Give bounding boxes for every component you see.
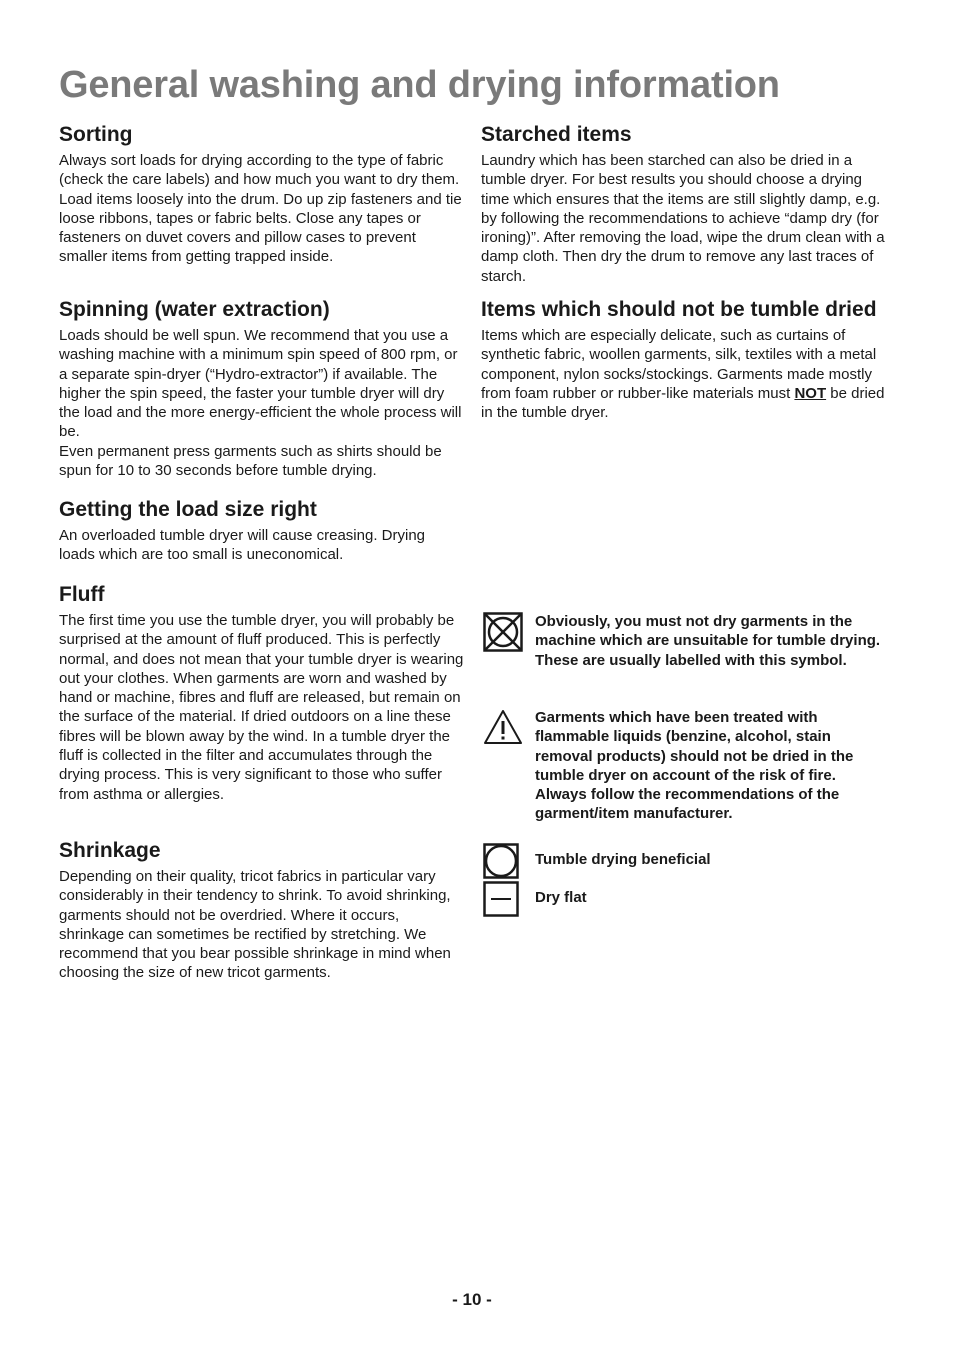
section-starched [481,122,885,297]
heading-load-size: Getting the load size right [59,498,317,521]
warning-triangle-icon [483,708,523,751]
symbol-text-warning: Garments which have been treated with flammable liquids (benzine, alcohol, stain removal products) should not be dried in the tumble dryer on account of the risk of fire. Always follow the recommendations of the garment/item manufacturer. [535,709,854,823]
tumble-dry-icon [483,843,523,884]
page-title: General washing and drying information [59,64,780,106]
symbol-row-tumble-dry [481,843,885,881]
section-shrinkage [59,838,465,983]
text-load-size: An overloaded tumble dryer will cause creasing. Drying loads which are too small is uneconomical. [59,527,426,564]
do-not-tumble-dry-icon [483,612,523,657]
heading-sorting: Sorting [59,123,133,146]
text-not-emphasis: NOT [794,384,827,402]
symbol-row-warning [481,708,885,843]
section-spinning [59,297,465,497]
section-not-tumble-dried [481,297,885,612]
text-shrinkage: Depending on their quality, tricot fabrics in particular vary considerably in their tendency to shrink. To avoid shrinking, garments should not be overdried. Where it occurs, shrinkage can sometimes be rectified by stretching. We recommend that you bear possible shrinkage in mind when choosing the size of new tricot garments. [59,868,451,982]
symbol-row-dry-flat [481,881,885,919]
heading-shrinkage: Shrinkage [59,839,161,862]
text-starched: Laundry which has been starched can also be dried in a tumble dryer. For best results you should choose a drying time which ensures that the items are still slightly damp, e.g. by following the recommendations to achieve “damp dry (for ironing)”. After removing the load, wipe the drum clean with a damp cloth. Then dry the drum to remove any last traces of starch. [481,152,885,285]
symbol-row-do-not-tumble [481,612,885,708]
dry-flat-icon [483,881,523,922]
heading-starched: Starched items [481,123,632,146]
symbol-text-tumble-dry: Tumble drying beneficial [535,851,711,868]
text-not-tumble-after: be dried in the tumble dryer. [481,384,885,422]
heading-fluff: Fluff [59,583,105,606]
section-fluff [59,582,465,838]
right-column [481,122,885,919]
heading-not-tumble-dried: Items which should not be tumble dried [481,298,877,321]
heading-spinning: Spinning (water extraction) [59,298,330,321]
text-fluff: The first time you use the tumble dryer, you will probably be surprised at the amount of fluff produced. This is perfectly normal, and does not mean that your tumble dryer is wearing out your clothes. When garments are worn and washed by hand or machine, fibres and fluff are released, but remain on the surface of the material. If dried outdoors on a line these fibres will be blown away by the wind. In a tumble dryer the fluff is collected in the filter and accumulates through the drying process. This is very significant to those who suffer from asthma or allergies. [59,612,464,803]
symbol-text-do-not-tumble: Obviously, you must not dry garments in the machine which are unsuitable for tumble drying. These are usually labelled with this symbol. [535,613,881,669]
text-sorting: Always sort loads for drying according to the type of fabric (check the care labels) and how much you want to dry them. Load items loosely into the drum. Do up zip fasteners and tie loose ribbons, tapes or fabric belts. Close any tapes or fasteners on duvet covers and pillow cases to prevent smaller items from getting trapped inside. [59,152,462,266]
page-number: - 10 - [452,1290,492,1309]
symbol-text-dry-flat: Dry flat [535,889,587,906]
section-load-size [59,497,465,582]
text-not-tumble-dried [481,326,885,422]
text-not-tumble-before: Items which are especially delicate, such as curtains of synthetic fabric, woollen garments, silk, textiles with a metal component, nylon socks/stockings. Garments made mostly from foam rubber or rubber-like materials must [481,327,877,402]
section-sorting [59,122,465,297]
text-spinning-2: Even permanent press garments such as shirts should be spun for 10 to 30 seconds before tumble drying. [59,442,442,480]
text-spinning-1: Loads should be well spun. We recommend that you use a washing machine with a minimum spin speed of 800 rpm, or a separate spin-dryer (“Hydro-extractor”) if available. The higher the spin speed, the faster your tumble dryer will dry the load and the more energy-efficient the whole process will be. [59,327,462,441]
left-column [59,122,465,983]
